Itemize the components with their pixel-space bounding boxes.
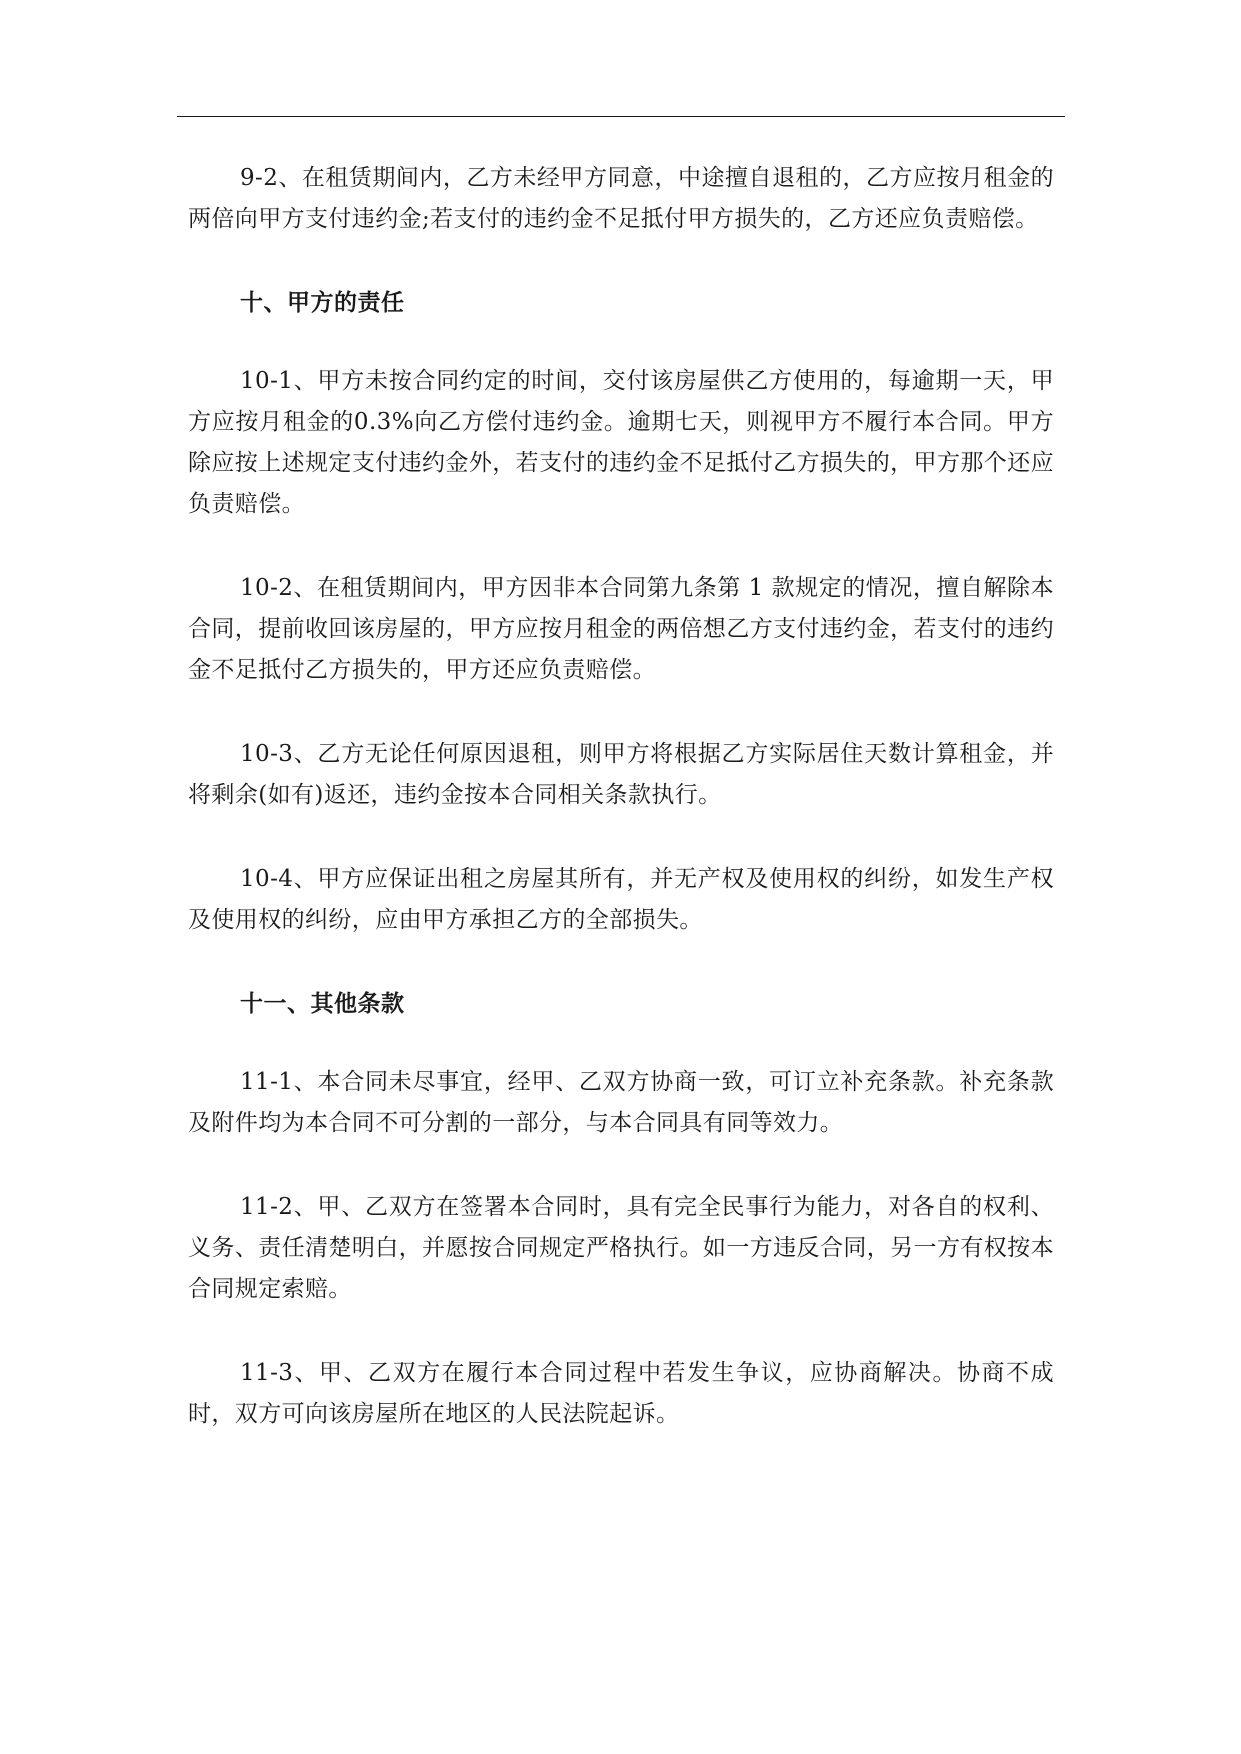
clause-10-2: 10-2、在租赁期间内，甲方因非本合同第九条第 1 款规定的情况，擅自解除本合同，提前收回该房屋的，甲方应按月租金的两倍想乙方支付违约金，若支付的违约金不足抵付乙方损失的，甲方还应负责赔偿。	[188, 575, 1054, 683]
clause-10-4: 10-4、甲方应保证出租之房屋其所有，并无产权及使用权的纠纷，如发生产权及使用权的纠纷，应由甲方承担乙方的全部损失。	[188, 866, 1054, 933]
header-rule	[177, 116, 1065, 117]
clause-10-1: 10-1、甲方未按合同约定的时间，交付该房屋供乙方使用的，每逾期一天，甲方应按月租金的0.3%向乙方偿付违约金。逾期七天，则视甲方不履行本合同。甲方除应按上述规定支付违约金外，若支付的违约金不足抵付乙方损失的，甲方那个还应负责赔偿。	[188, 368, 1054, 517]
clause-10-3: 10-3、乙方无论任何原因退租，则甲方将根据乙方实际居住天数计算租金，并将剩余(如有)返还，违约金按本合同相关条款执行。	[188, 741, 1054, 808]
clause-11-2: 11-2、甲、乙双方在签署本合同时，具有完全民事行为能力，对各自的权利、义务、责任清楚明白，并愿按合同规定严格执行。如一方违反合同，另一方有权按本合同规定索赔。	[188, 1194, 1054, 1302]
document-body	[188, 158, 1054, 1435]
clause-11-3: 11-3、甲、乙双方在履行本合同过程中若发生争议，应协商解决。协商不成时，双方可向该房屋所在地区的人民法院起诉。	[188, 1360, 1054, 1427]
clause-11-1: 11-1、本合同未尽事宜，经甲、乙双方协商一致，可订立补充条款。补充条款及附件均为本合同不可分割的一部分，与本合同具有同等效力。	[188, 1069, 1054, 1136]
clause-9-2: 9-2、在租赁期间内，乙方未经甲方同意，中途擅自退租的，乙方应按月租金的两倍向甲方支付违约金;若支付的违约金不足抵付甲方损失的，乙方还应负责赔偿。	[188, 165, 1054, 232]
section-heading-11: 十一、其他条款	[240, 991, 405, 1017]
section-heading-10: 十、甲方的责任	[240, 290, 405, 316]
